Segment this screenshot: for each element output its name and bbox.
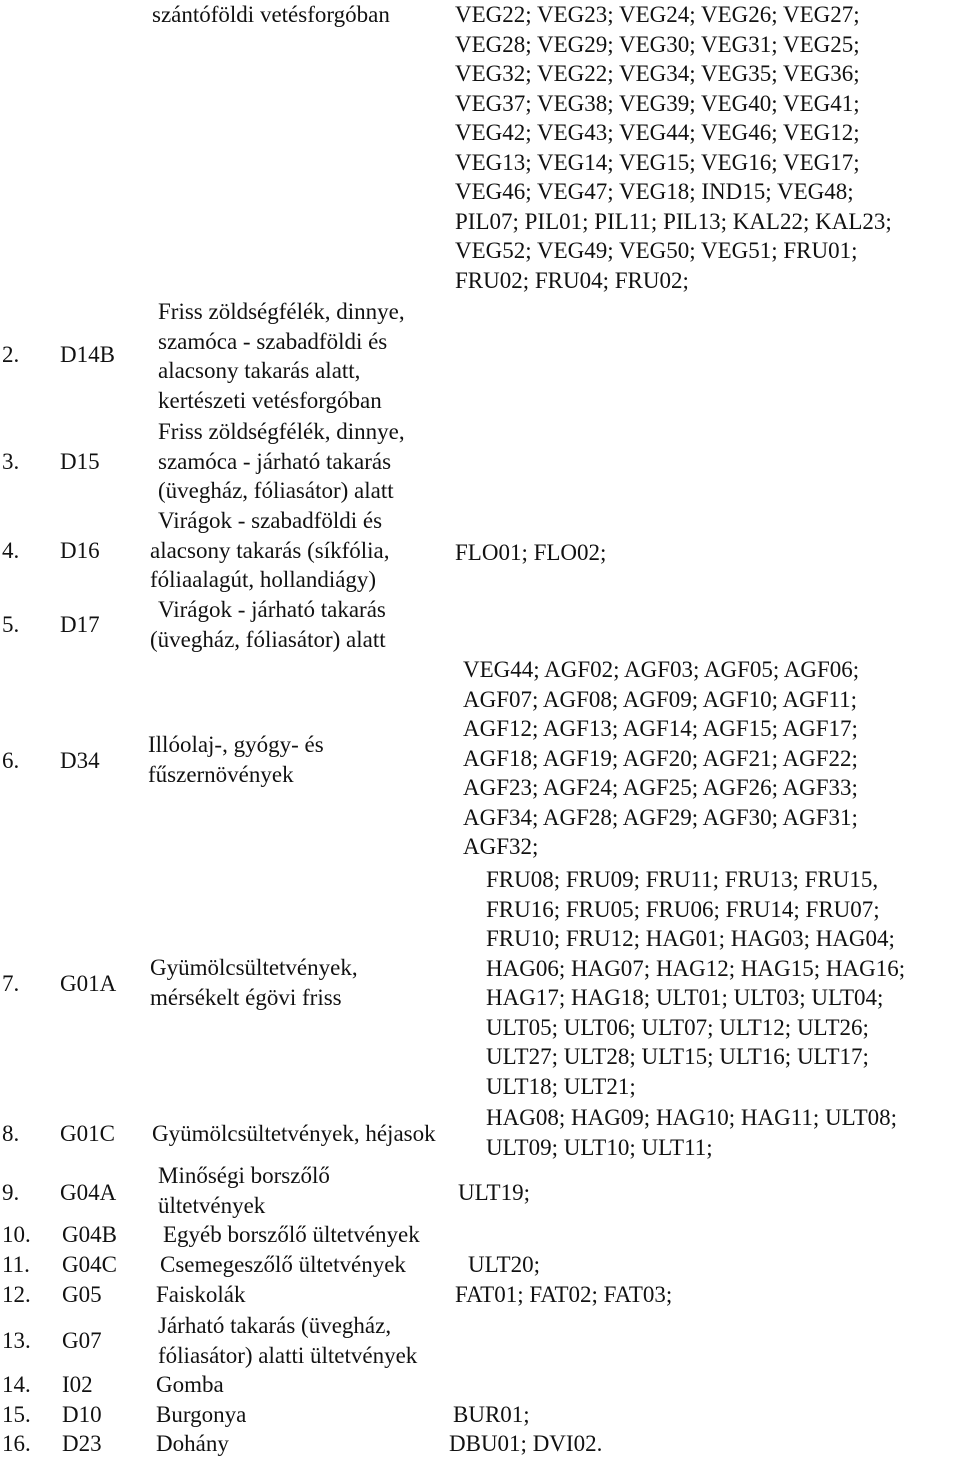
description-line: (üvegház, fóliasátor) alatt [150, 626, 386, 652]
description-line: Minőségi borszőlő [158, 1163, 330, 1188]
description-line: mérsékelt égövi friss [150, 984, 342, 1010]
code-line: AGF23; AGF24; AGF25; AGF26; AGF33; [463, 775, 858, 800]
crop-description: Dohány [156, 1431, 229, 1456]
crop-description [150, 506, 390, 595]
row-number: 7. [2, 971, 20, 996]
row-number: 16. [2, 1431, 31, 1456]
code-line: VEG42; VEG43; VEG44; VEG46; VEG12; [455, 120, 860, 145]
row-number: 14. [2, 1372, 31, 1397]
row-number: 15. [2, 1402, 31, 1427]
crop-codes [486, 1103, 897, 1162]
crop-codes [486, 865, 905, 1101]
row-number: 3. [2, 449, 20, 474]
row-number: 13. [2, 1328, 31, 1353]
code-line: VEG32; VEG22; VEG34; VEG35; VEG36; [455, 61, 860, 86]
row-code: D15 [60, 449, 100, 474]
crop-description [148, 730, 324, 789]
row-code: G01C [60, 1121, 115, 1146]
row-code: G05 [62, 1282, 102, 1307]
code-line: VEG28; VEG29; VEG30; VEG31; VEG25; [455, 31, 860, 57]
code-line: FRU02; FRU04; FRU02; [455, 267, 689, 293]
row-code: G04C [62, 1252, 117, 1277]
crop-codes: FLO01; FLO02; [455, 540, 607, 565]
crop-codes: ULT20; [468, 1252, 540, 1277]
crop-description [150, 953, 358, 1012]
row-code: D17 [60, 612, 100, 637]
row-code: G04B [62, 1222, 117, 1247]
description-line: ültetvények [158, 1192, 266, 1218]
code-line: FRU08; FRU09; FRU11; FRU13; FRU15, [486, 867, 879, 892]
crop-description: Faiskolák [156, 1282, 246, 1307]
code-line: VEG13; VEG14; VEG15; VEG16; VEG17; [455, 149, 860, 175]
description-line: fóliaalagút, hollandiágy) [150, 567, 377, 592]
crop-description: Gyümölcsültetvények, héjasok [152, 1121, 436, 1146]
description-line: Illóolaj-, gyógy- és [148, 732, 324, 757]
description-line: alacsony takarás (síkfólia, [150, 537, 390, 563]
crop-description [158, 1161, 330, 1220]
row-code: D14B [60, 342, 115, 367]
description-line: szamóca - szabadföldi és [158, 328, 388, 354]
row-number: 6. [2, 748, 20, 773]
row-number: 12. [2, 1282, 31, 1307]
description-line: Járható takarás (üvegház, [158, 1313, 392, 1338]
code-line: PIL07; PIL01; PIL11; PIL13; KAL22; KAL23; [455, 208, 892, 234]
description-line: Gyümölcsültetvények, [150, 955, 358, 980]
crop-codes [455, 0, 892, 295]
crop-description: Gomba [156, 1372, 224, 1397]
code-line: ULT18; ULT21; [486, 1073, 636, 1099]
row-code: D10 [62, 1402, 102, 1427]
code-line: VEG52; VEG49; VEG50; VEG51; FRU01; [455, 238, 858, 263]
row-code: G07 [62, 1328, 102, 1353]
crop-codes [463, 655, 859, 862]
description-line: fóliasátor) alatti ültetvények [158, 1342, 418, 1368]
description-line: Friss zöldségfélék, dinnye, [158, 419, 405, 444]
row-code: G01A [60, 971, 117, 996]
row-number: 2. [2, 342, 20, 367]
row-code: D16 [60, 538, 100, 563]
description-line: (üvegház, fóliasátor) alatt [158, 478, 394, 503]
code-line: HAG08; HAG09; HAG10; HAG11; ULT08; [486, 1105, 898, 1130]
row-number: 8. [2, 1121, 20, 1146]
description-line: Virágok - járható takarás [158, 597, 386, 622]
description-line: alacsony takarás alatt, [158, 358, 361, 383]
row-code: I02 [62, 1372, 93, 1397]
code-line: ULT05; ULT06; ULT07; ULT12; ULT26; [486, 1014, 869, 1040]
row-number: 11. [2, 1252, 30, 1277]
crop-codes: ULT19; [458, 1180, 530, 1205]
row-number: 4. [2, 538, 20, 563]
code-line: AGF34; AGF28; AGF29; AGF30; AGF31; [463, 804, 858, 830]
crop-description: Burgonya [156, 1402, 247, 1427]
description-line: Friss zöldségfélék, dinnye, [158, 299, 405, 324]
code-line: FRU16; FRU05; FRU06; FRU14; FRU07; [486, 896, 880, 922]
code-line: VEG37; VEG38; VEG39; VEG40; VEG41; [455, 90, 860, 116]
description-line: kertészeti vetésforgóban [158, 387, 382, 413]
crop-description [158, 1311, 417, 1370]
code-line: HAG06; HAG07; HAG12; HAG15; HAG16; [486, 955, 906, 981]
code-line: AGF07; AGF08; AGF09; AGF10; AGF11; [463, 686, 858, 712]
code-line: AGF32; [463, 834, 539, 859]
code-line: ULT09; ULT10; ULT11; [486, 1134, 713, 1160]
description-line: fűszernövények [148, 761, 294, 787]
code-line: VEG44; AGF02; AGF03; AGF05; AGF06; [463, 657, 860, 682]
row-code: D34 [60, 748, 100, 773]
row-number: 10. [2, 1222, 31, 1247]
crop-description [158, 417, 405, 506]
crop-description: szántóföldi vetésforgóban [152, 2, 390, 27]
code-line: HAG17; HAG18; ULT01; ULT03; ULT04; [486, 985, 884, 1010]
code-line: FRU10; FRU12; HAG01; HAG03; HAG04; [486, 926, 895, 951]
code-line: VEG22; VEG23; VEG24; VEG26; VEG27; [455, 2, 860, 27]
crop-description [150, 595, 386, 654]
crop-codes: FAT01; FAT02; FAT03; [455, 1282, 673, 1307]
row-code: D23 [62, 1431, 102, 1456]
code-line: AGF12; AGF13; AGF14; AGF15; AGF17; [463, 716, 858, 741]
row-number: 9. [2, 1180, 20, 1205]
crop-description [158, 297, 405, 415]
code-line: AGF18; AGF19; AGF20; AGF21; AGF22; [463, 745, 858, 771]
code-line: VEG46; VEG47; VEG18; IND15; VEG48; [455, 179, 854, 204]
description-line: Virágok - szabadföldi és [158, 508, 383, 533]
crop-description: Csemegeszőlő ültetvények [160, 1252, 406, 1277]
row-number: 5. [2, 612, 20, 637]
crop-description: Egyéb borszőlő ültetvények [163, 1222, 420, 1247]
row-code: G04A [60, 1180, 117, 1205]
crop-codes: DBU01; DVI02. [449, 1431, 603, 1456]
code-line: ULT27; ULT28; ULT15; ULT16; ULT17; [486, 1044, 869, 1069]
description-line: szamóca - járható takarás [158, 448, 392, 474]
crop-codes: BUR01; [453, 1402, 530, 1427]
